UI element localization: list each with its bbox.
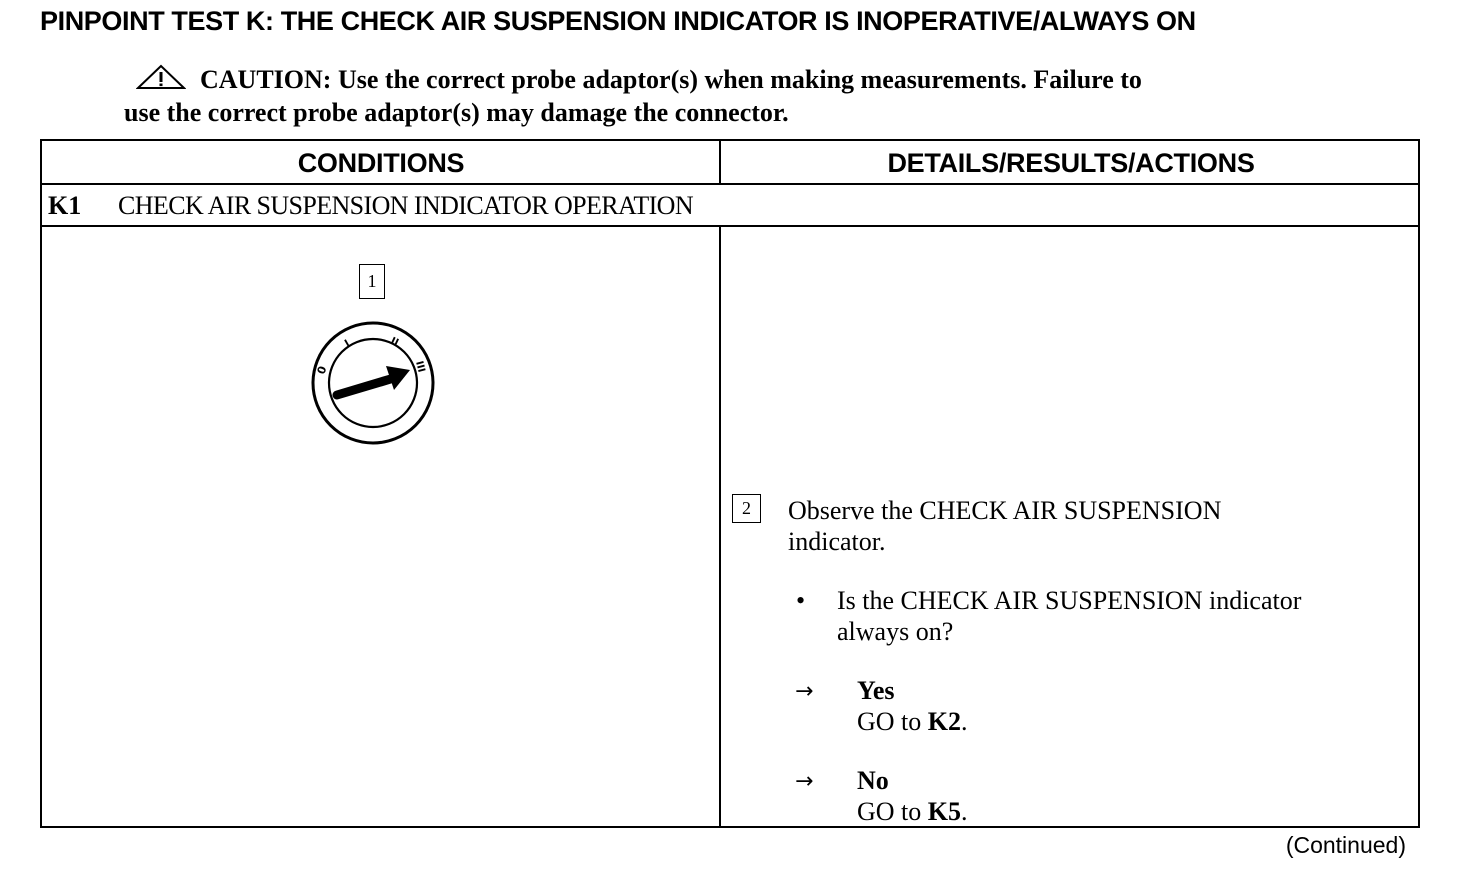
- warning-triangle-icon: [136, 64, 186, 97]
- result-no-action-prefix: GO to: [857, 797, 928, 826]
- continued-label: (Continued): [1285, 832, 1406, 858]
- table-header-row: [42, 141, 1418, 185]
- result-no-action-suffix: .: [961, 797, 968, 826]
- switch-position-1: I: [343, 338, 352, 350]
- result-yes: [857, 675, 968, 737]
- arrow-right-icon: →: [795, 769, 814, 794]
- caution-text-line2: use the correct probe adaptor(s) may damage the connector.: [124, 98, 789, 127]
- step-id: K1: [48, 191, 82, 220]
- conditions-header: CONDITIONS: [297, 148, 465, 178]
- switch-position-2: II: [388, 335, 401, 349]
- bullet: •: [796, 586, 806, 615]
- question-text: [837, 585, 1301, 647]
- instruction-text: [788, 495, 1221, 557]
- details-header: DETAILS/RESULTS/ACTIONS: [887, 148, 1255, 178]
- result-yes-action: [857, 706, 968, 737]
- page-title: PINPOINT TEST K: THE CHECK AIR SUSPENSION INDICATOR IS INOPERATIVE/ALWAYS ON: [40, 6, 1196, 36]
- result-no: [857, 765, 968, 827]
- ignition-key-switch-icon: [310, 320, 436, 446]
- column-divider: [719, 227, 721, 828]
- arrow-right-icon: →: [795, 679, 814, 704]
- result-no-action: [857, 796, 968, 827]
- question-line-1: Is the CHECK AIR SUSPENSION indicator: [837, 586, 1302, 615]
- instruction-line-2: indicator.: [788, 527, 886, 556]
- step-title: CHECK AIR SUSPENSION INDICATOR OPERATION: [118, 191, 694, 220]
- step-row: [42, 185, 1418, 227]
- result-yes-answer: Yes: [857, 676, 895, 705]
- caution-text-line1: CAUTION: Use the correct probe adaptor(s) when making measurements. Failure to: [200, 65, 1142, 94]
- callout-1: 1: [359, 264, 385, 299]
- switch-position-3: III: [413, 359, 427, 374]
- header-divider: [719, 141, 721, 183]
- result-yes-action-prefix: GO to: [857, 707, 928, 736]
- result-no-target[interactable]: K5: [927, 797, 962, 826]
- caution-note: [124, 64, 1324, 128]
- switch-position-0: 0: [314, 364, 330, 377]
- instruction-line-1: Observe the CHECK AIR SUSPENSION: [788, 496, 1222, 525]
- callout-2: 2: [732, 494, 761, 523]
- result-yes-action-suffix: .: [961, 707, 968, 736]
- result-no-answer: No: [857, 766, 889, 795]
- question-line-2: always on?: [837, 617, 954, 646]
- pinpoint-test-table: [40, 139, 1420, 828]
- result-yes-target[interactable]: K2: [927, 707, 962, 736]
